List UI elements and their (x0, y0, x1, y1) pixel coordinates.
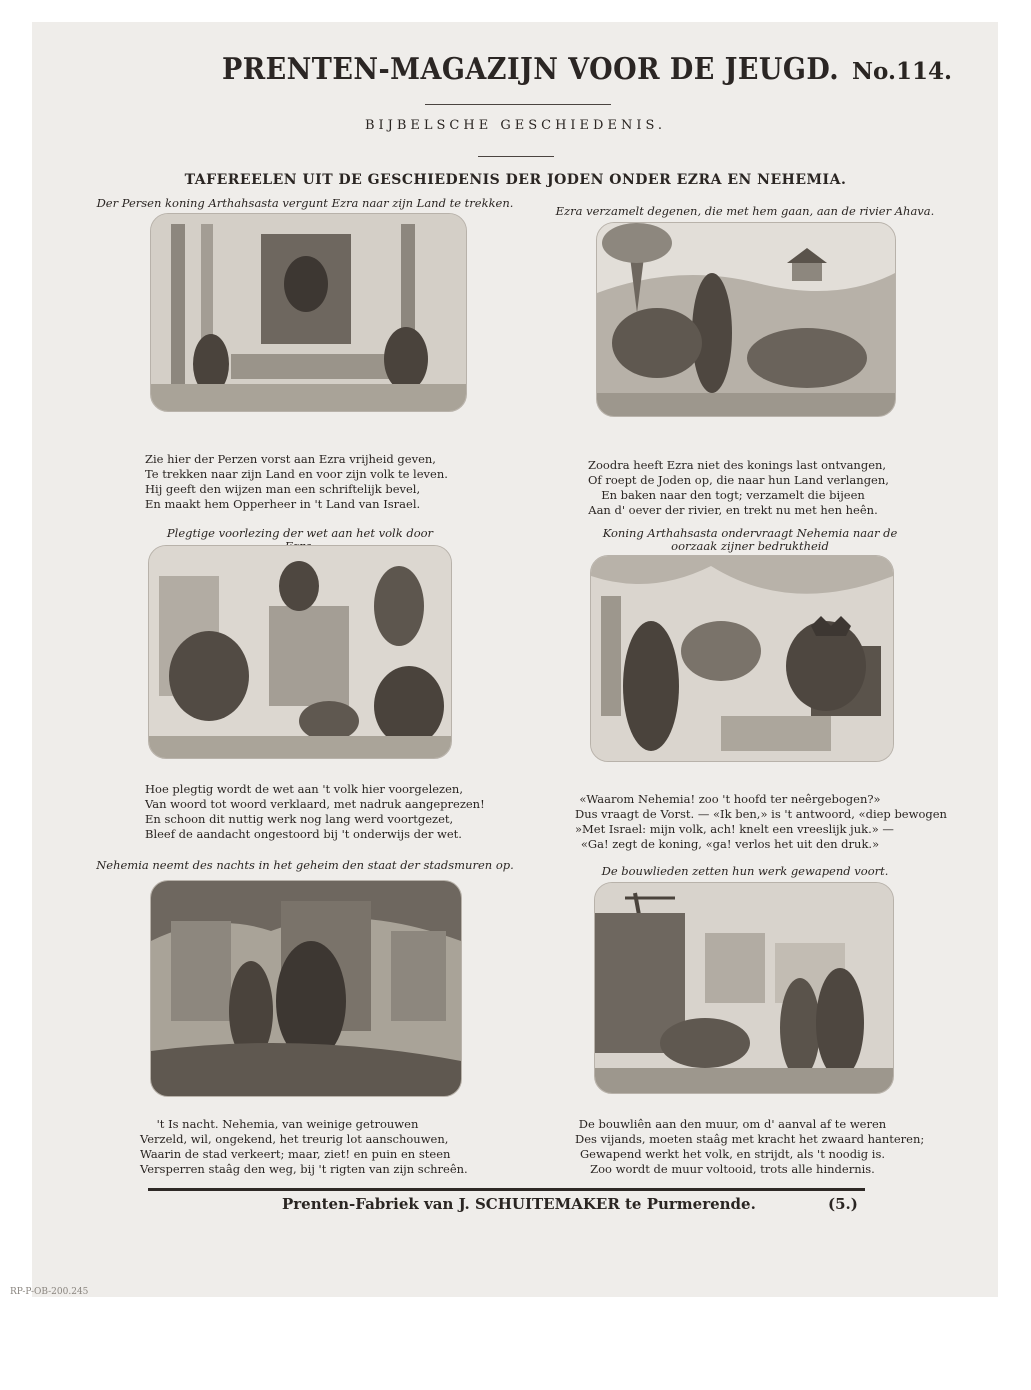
verse-line: Zie hier der Perzen vorst aan Ezra vrijheid geven, (145, 452, 436, 466)
verse-line: En maakt hem Opperheer in 't Land van Israel. (145, 497, 421, 511)
verse-line: «Waarom Nehemia! zoo 't hoofd ter neêrgebogen?» (579, 792, 881, 806)
page-title: PRENTEN-MAGAZIJN VOOR DE JEUGD. (222, 52, 840, 87)
verse-line: Gewapend werkt het volk, en strijdt, als 't noodig is. (579, 1147, 886, 1161)
verse-line: En baken naar den togt; verzamelt die bijeen (601, 488, 865, 502)
inventory-mark: RP-P-OB-200.245 (10, 1287, 89, 1297)
verse-line: De bouwliên aan den muur, om d' aanval af te weren (578, 1117, 887, 1131)
panel-3-verse (145, 782, 485, 842)
verse-line: Waarin de stad verkeert; maar, ziet! en puin en steen (140, 1147, 451, 1161)
verse-line: »Met Israel: mijn volk, ach! knelt een vreeslijk juk.» — (575, 822, 894, 836)
title-rule (425, 104, 611, 105)
verse-line: En schoon dit nuttig werk nog lang werd voortgezet, (145, 812, 454, 826)
page-subtitle: TAFEREELEN UIT DE GESCHIEDENIS DER JODEN ONDER EZRA EN NEHEMIA. (184, 172, 847, 188)
panel-2-caption: Ezra verzamelt degenen, die met hem gaan, aan de rivier Ahava. (555, 204, 935, 218)
panel-5-caption: Nehemia neemt des nachts in het geheim den staat der stadsmuren op. (96, 858, 514, 872)
issue-number: No.114. (852, 58, 952, 85)
panel-1-caption: Der Persen koning Arthahsasta vergunt Ezra naar zijn Land te trekken. (96, 196, 514, 210)
panel-2-engraving (596, 222, 896, 417)
verse-line: Of roept de Joden op, die naar hun Land verlangen, (588, 473, 889, 487)
panel-1-verse (145, 452, 448, 512)
panel-6-caption: De bouwlieden zetten hun werk gewapend voort. (601, 864, 889, 878)
panel-1-engraving (150, 213, 467, 412)
verse-line: «Ga! zegt de koning, «ga! verlos het uit den druk.» (580, 837, 880, 851)
panel-2-verse (588, 458, 889, 518)
panel-3-engraving (148, 545, 452, 759)
panel-6-engraving (594, 882, 894, 1094)
verse-line: Hij geeft den wijzen man een schriftelijk bevel, (145, 482, 421, 496)
section-heading: BIJBELSCHE GESCHIEDENIS. (364, 118, 667, 133)
panel-4-caption: Koning Arthahsasta ondervraagt Nehemia naar de oorzaak zijner bedruktheid (602, 526, 898, 553)
panel-3-caption: Plegtige voorlezing der wet aan het volk door (166, 526, 434, 540)
verse-line: Zoodra heeft Ezra niet des konings last ontvangen, (588, 458, 887, 472)
verse-line: 't Is nacht. Nehemia, van weinige getrouwen (156, 1117, 419, 1131)
panel-4-engraving (590, 555, 894, 762)
verse-line: Zoo wordt de muur voltooid, trots alle hindernis. (590, 1162, 875, 1176)
verse-line: Van woord tot woord verklaard, met nadruk aangeprezen! (145, 797, 485, 811)
verse-line: Versperren staâg den weg, bij 't rigten van zijn schreên. (140, 1162, 468, 1176)
verse-line: Dus vraagt de Vorst. — «Ik ben,» is 't antwoord, «diep bewogen (575, 807, 947, 821)
verse-line: Aan d' oever der rivier, en trekt nu met hen heên. (588, 503, 878, 517)
verse-line: Bleef de aandacht ongestoord bij 't onderwijs der wet. (145, 827, 462, 841)
plate-number: (5.) (828, 1195, 858, 1213)
panel-4-verse (575, 792, 947, 852)
panel-5-engraving (150, 880, 462, 1097)
section-rule (478, 156, 554, 157)
verse-line: Verzeld, wil, ongekend, het treurig lot aanschouwen, (140, 1132, 449, 1146)
verse-line: Hoe plegtig wordt de wet aan 't volk hier voorgelezen, (145, 782, 463, 796)
panel-6-verse (575, 1117, 925, 1177)
printer-imprint: Prenten-Fabriek van J. SCHUITEMAKER te Purmerende. (282, 1195, 756, 1213)
footer-rule (148, 1188, 865, 1191)
verse-line: Des vijands, moeten staâg met kracht het zwaard hanteren; (575, 1132, 925, 1146)
verse-line: Te trekken naar zijn Land en voor zijn volk te leven. (145, 467, 448, 481)
panel-5-verse (140, 1117, 468, 1177)
